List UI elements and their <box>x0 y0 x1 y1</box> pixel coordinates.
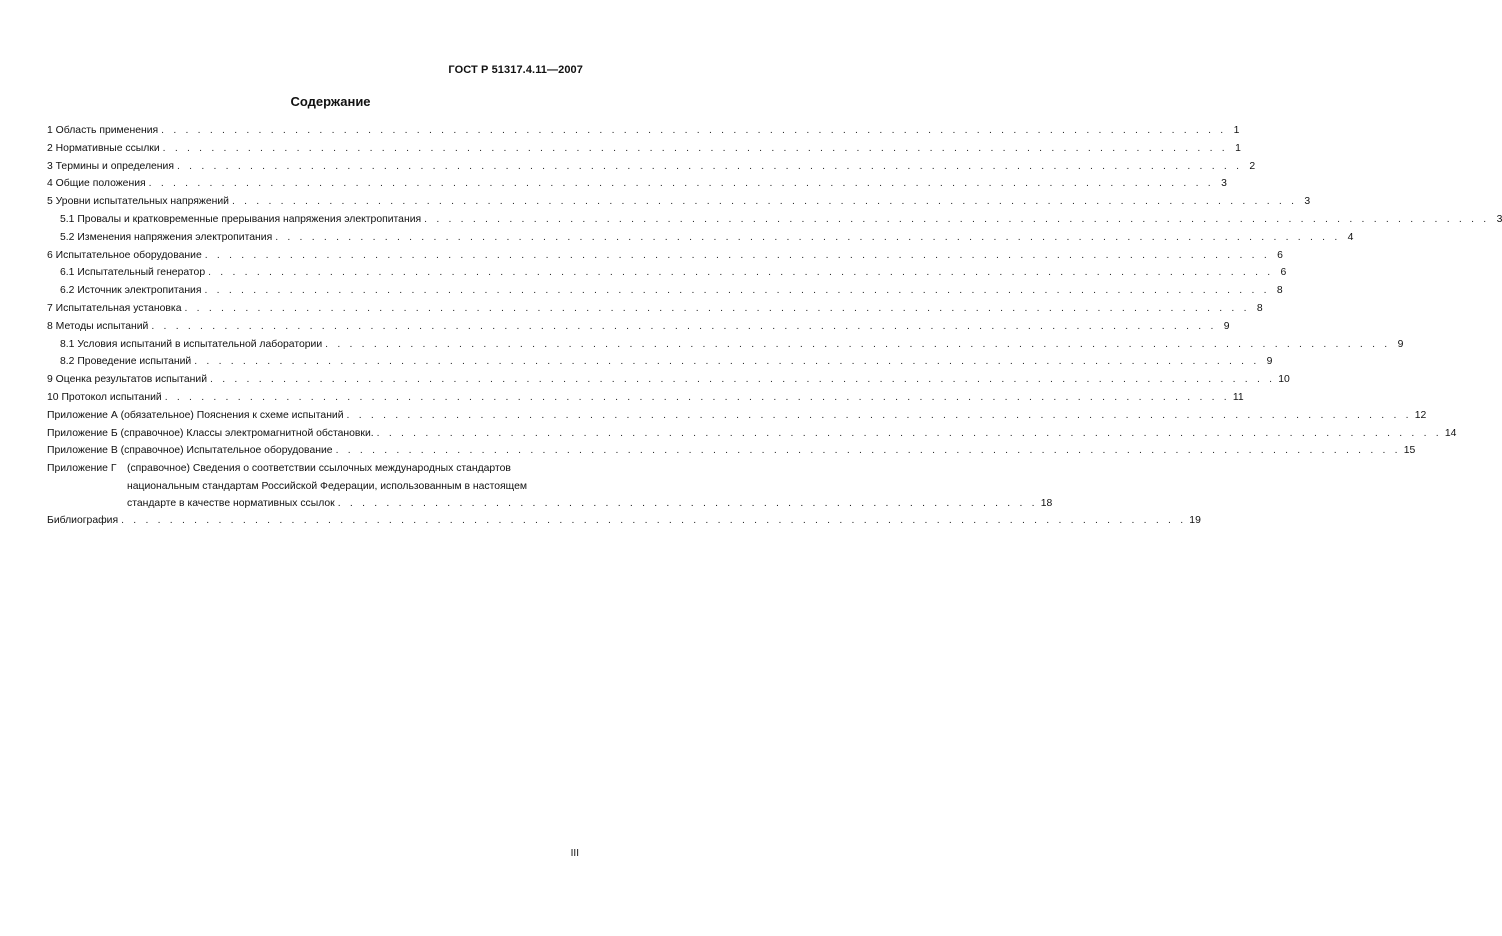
dot-leader <box>121 512 1186 530</box>
dot-leader <box>338 495 1038 512</box>
dot-leader <box>161 122 1226 140</box>
toc-entry-appendix-v[interactable] <box>47 442 1416 460</box>
toc-entry-page: 3 <box>1304 196 1311 208</box>
dot-leader <box>205 247 1270 265</box>
dot-leader <box>210 371 1275 389</box>
document-code: ГОСТ Р 51317.4.11—2007 <box>448 64 583 76</box>
toc-entry-line: (справочное) Сведения о соответствии ссылочных международных стандартов <box>127 463 511 475</box>
toc-entry-5-2[interactable] <box>47 229 1354 247</box>
dot-leader <box>177 158 1242 176</box>
toc-entry-page: 12 <box>1414 409 1427 421</box>
toc-title: Содержание <box>290 94 371 109</box>
dot-leader <box>208 264 1273 282</box>
toc-entry-2[interactable] <box>47 140 1241 158</box>
toc-entry-page: 9 <box>1266 356 1273 368</box>
toc-entry-page: 2 <box>1249 160 1256 172</box>
toc-entry-page: 4 <box>1347 231 1354 243</box>
toc-entry-bibliography[interactable] <box>47 512 1201 530</box>
toc-entry-6-2[interactable] <box>47 282 1283 300</box>
dot-leader <box>205 282 1270 300</box>
toc-entry-label: 4 Общие положения <box>47 178 146 190</box>
toc-entry-5[interactable] <box>47 193 1311 211</box>
toc-entry-page: 1 <box>1235 142 1241 154</box>
toc-entry-page: 6 <box>1280 267 1287 279</box>
toc-entry-prefix: Приложение Г <box>47 463 117 475</box>
dot-leader <box>194 353 1259 371</box>
toc-entry-label: 8.1 Условия испытаний в испытательной лаборатории <box>60 338 323 350</box>
toc-entry-page: 19 <box>1189 515 1201 527</box>
dot-leader <box>424 211 1489 229</box>
toc-entry-label: Приложение Б (справочное) Классы электромагнитной обстановки. <box>47 427 374 439</box>
toc-entry-label: 5 Уровни испытательных напряжений <box>47 196 229 208</box>
page-number: III <box>570 848 579 859</box>
toc-entry-page: 11 <box>1232 391 1244 403</box>
toc-entry-label: 6.2 Источник электропитания <box>60 285 202 297</box>
toc-entry-page: 15 <box>1403 445 1416 457</box>
dot-leader <box>163 140 1228 158</box>
table-of-contents <box>47 122 1502 530</box>
dot-leader <box>377 425 1442 443</box>
toc-entry-9[interactable] <box>47 371 1290 389</box>
toc-entry-label: 6 Испытательное оборудование <box>47 249 202 261</box>
toc-entry-label: 5.2 Изменения напряжения электропитания <box>60 231 273 243</box>
toc-entry-label: 10 Протокол испытаний <box>47 391 162 403</box>
toc-entry-line: стандарте в качестве нормативных ссылок <box>127 497 335 509</box>
toc-entry-appendix-g[interactable] <box>47 460 1053 512</box>
dot-leader <box>336 442 1401 460</box>
toc-entry-label: 8.2 Проведение испытаний <box>60 356 192 368</box>
toc-entry-label: Приложение В (справочное) Испытательное оборудование <box>47 445 333 457</box>
toc-entry-label: 3 Термины и определения <box>47 160 174 172</box>
toc-entry-page: 3 <box>1496 213 1502 225</box>
toc-entry-appendix-b[interactable] <box>47 425 1457 443</box>
toc-entry-page: 1 <box>1233 125 1240 136</box>
dot-leader <box>165 389 1230 407</box>
toc-entry-page: 18 <box>1040 497 1053 509</box>
toc-entry-label: Приложение А (обязательное) Пояснения к схеме испытаний <box>47 409 344 421</box>
toc-entry-label: Библиография <box>47 515 119 527</box>
toc-entry-label: 2 Нормативные ссылки <box>47 142 160 154</box>
toc-entry-label: 8 Методы испытаний <box>47 320 149 332</box>
toc-entry-5-1[interactable] <box>47 211 1502 229</box>
dot-leader <box>151 318 1216 336</box>
toc-entry-appendix-a[interactable] <box>47 407 1427 425</box>
toc-entry-label: 5.1 Провалы и кратковременные прерывания напряжения электропитания <box>60 213 422 225</box>
dot-leader <box>232 193 1297 211</box>
toc-entry-page: 9 <box>1397 338 1404 350</box>
toc-entry-label: 9 Оценка результатов испытаний <box>47 374 208 386</box>
toc-entry-page: 10 <box>1278 374 1290 386</box>
dot-leader <box>347 407 1412 425</box>
toc-entry-10[interactable] <box>47 389 1244 407</box>
toc-entry-6-1[interactable] <box>47 264 1287 282</box>
toc-entry-8-2[interactable] <box>47 353 1273 371</box>
dot-leader <box>149 175 1214 193</box>
toc-entry-label: 1 Область применения <box>47 125 159 136</box>
toc-entry-3[interactable] <box>47 158 1256 176</box>
toc-entry-page: 3 <box>1221 178 1227 190</box>
toc-entry-6[interactable] <box>47 247 1283 265</box>
toc-entry-line: национальным стандартам Российской Федерации, использованным в настоящем <box>127 480 527 492</box>
dot-leader <box>325 336 1390 354</box>
toc-entry-page: 8 <box>1276 285 1283 297</box>
toc-entry-label: 7 Испытательная установка <box>47 302 182 314</box>
toc-entry-label: 6.1 Испытательный генератор <box>60 267 206 279</box>
toc-entry-1[interactable] <box>47 122 1240 140</box>
toc-entry-7[interactable] <box>47 300 1263 318</box>
dot-leader <box>184 300 1249 318</box>
toc-entry-page: 14 <box>1444 427 1457 439</box>
toc-entry-page: 8 <box>1256 302 1263 314</box>
dot-leader <box>275 229 1340 247</box>
toc-entry-page: 6 <box>1277 249 1283 261</box>
toc-entry-page: 9 <box>1223 320 1230 332</box>
toc-entry-4[interactable] <box>47 175 1227 193</box>
toc-entry-8-1[interactable] <box>47 336 1404 354</box>
toc-entry-8[interactable] <box>47 318 1230 336</box>
